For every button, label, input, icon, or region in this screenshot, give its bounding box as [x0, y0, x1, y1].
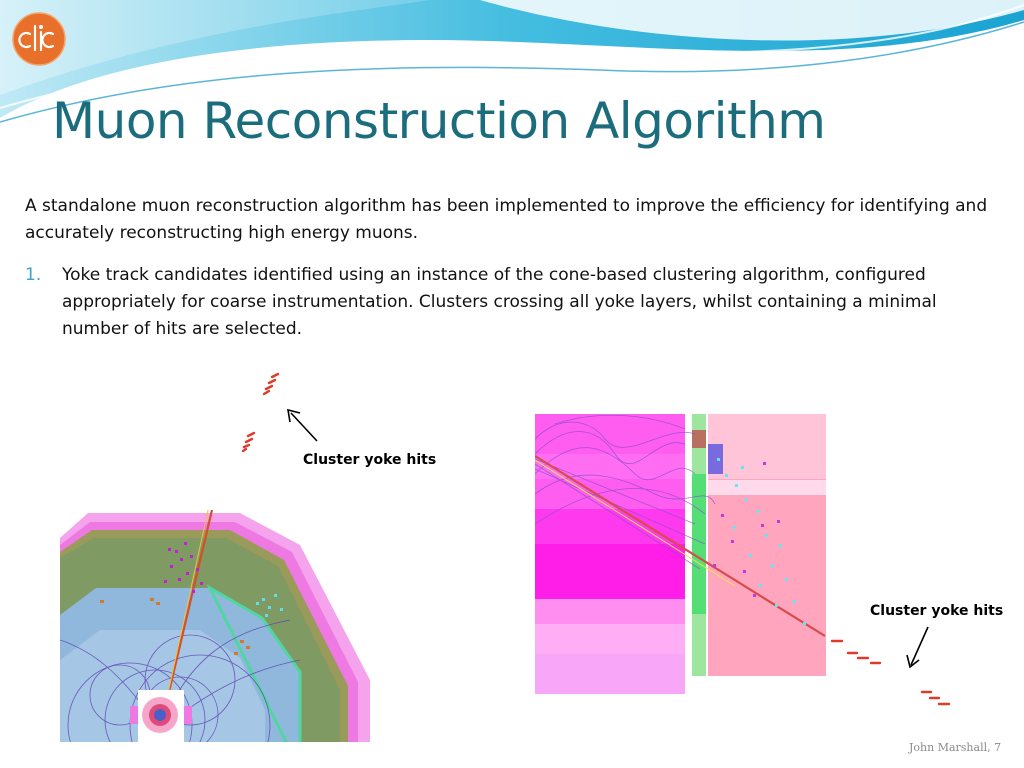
- callout-label: Cluster yoke hits: [870, 603, 1004, 619]
- event-display-left: [60, 510, 370, 742]
- arrow-up-left-icon: [288, 410, 317, 441]
- slide-title: Muon Reconstruction Algorithm: [52, 92, 826, 150]
- event-display-right: [535, 414, 827, 694]
- arrow-down-left-icon: [907, 627, 928, 667]
- clic-logo: [12, 12, 66, 66]
- yoke-hits-right: [820, 625, 960, 715]
- callout-label: Cluster yoke hits: [303, 452, 437, 468]
- slide-footer: John Marshall, 7: [909, 741, 1002, 754]
- list-item-text: Yoke track candidates identified using an instance of the cone-based clustering algorithm, configured appropriately for coarse instrumentation. Clusters crossing all yoke layers, whilst containing a minimal number of hits are selected.: [62, 265, 937, 339]
- intro-paragraph: A standalone muon reconstruction algorithm has been implemented to improve the efficiency for identifying and accurately reconstructing high energy muons.: [25, 196, 988, 243]
- list-number: 1.: [25, 265, 42, 285]
- yoke-hits-left: [235, 370, 355, 460]
